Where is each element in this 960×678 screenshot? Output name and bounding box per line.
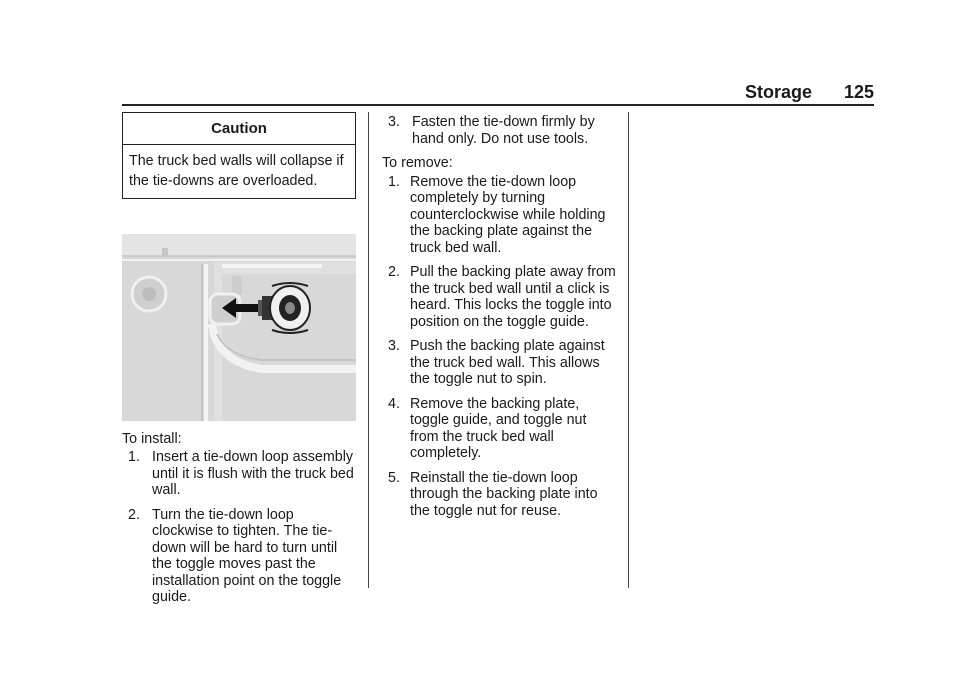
remove-intro: To remove:: [382, 155, 453, 171]
step-number: 1.: [128, 449, 140, 465]
left-column: [122, 112, 356, 614]
step-text: Push the backing plate against the truck bed wall. This allows the toggle nut to spin.: [410, 338, 605, 387]
remove-steps: [382, 174, 618, 520]
list-item: [122, 507, 356, 606]
step-text: Remove the tie-down loop completely by turning counterclockwise while holding the backing plate against the truck bed wall.: [410, 173, 606, 256]
step-number: 5.: [388, 469, 400, 486]
step-number: 2.: [388, 264, 400, 280]
step-number: 2.: [128, 506, 140, 523]
list-item: [382, 470, 618, 520]
step-number: 4.: [388, 395, 400, 412]
tie-down-diagram: [122, 234, 356, 421]
tie-down-illustration: [122, 234, 356, 421]
step-number: 3.: [388, 338, 400, 354]
list-item: [382, 264, 618, 330]
step-number: 1.: [388, 173, 400, 190]
step-text: Remove the backing plate, toggle guide, and toggle nut from the truck bed wall completely.: [410, 395, 587, 461]
column-divider: [368, 112, 369, 588]
column-divider: [628, 112, 629, 588]
list-item: [382, 174, 618, 257]
right-column: [382, 112, 618, 527]
step-text: Fasten the tie-down firmly by hand only. Do not use tools.: [412, 114, 595, 147]
section-title: Storage: [744, 82, 812, 102]
caution-box: [122, 112, 356, 199]
list-item: [382, 396, 618, 462]
step-text: Turn the tie-down loop clockwise to tighten. The tie-down will be hard to turn until the toggle moves past the installation point on the toggle guide.: [152, 506, 342, 605]
list-item: [382, 338, 618, 388]
install-steps: [122, 449, 356, 606]
install-steps-continued: [382, 114, 618, 147]
caution-body: The truck bed walls will collapse if the tie-downs are overloaded.: [129, 152, 344, 189]
list-item: [382, 114, 618, 147]
step-text: Pull the backing plate away from the truck bed wall until a click is heard. This locks the toggle into position on the toggle guide.: [410, 264, 616, 330]
page-number: 125: [843, 82, 874, 102]
step-number: 3.: [388, 114, 400, 130]
step-text: Reinstall the tie-down loop through the backing plate into the toggle nut for reuse.: [410, 469, 598, 519]
caution-title: Caution: [123, 113, 355, 145]
install-intro: To install:: [122, 430, 182, 447]
page-header: [122, 80, 874, 106]
list-item: [122, 449, 356, 499]
step-text: Insert a tie-down loop assembly until it is flush with the truck bed wall.: [152, 449, 354, 498]
